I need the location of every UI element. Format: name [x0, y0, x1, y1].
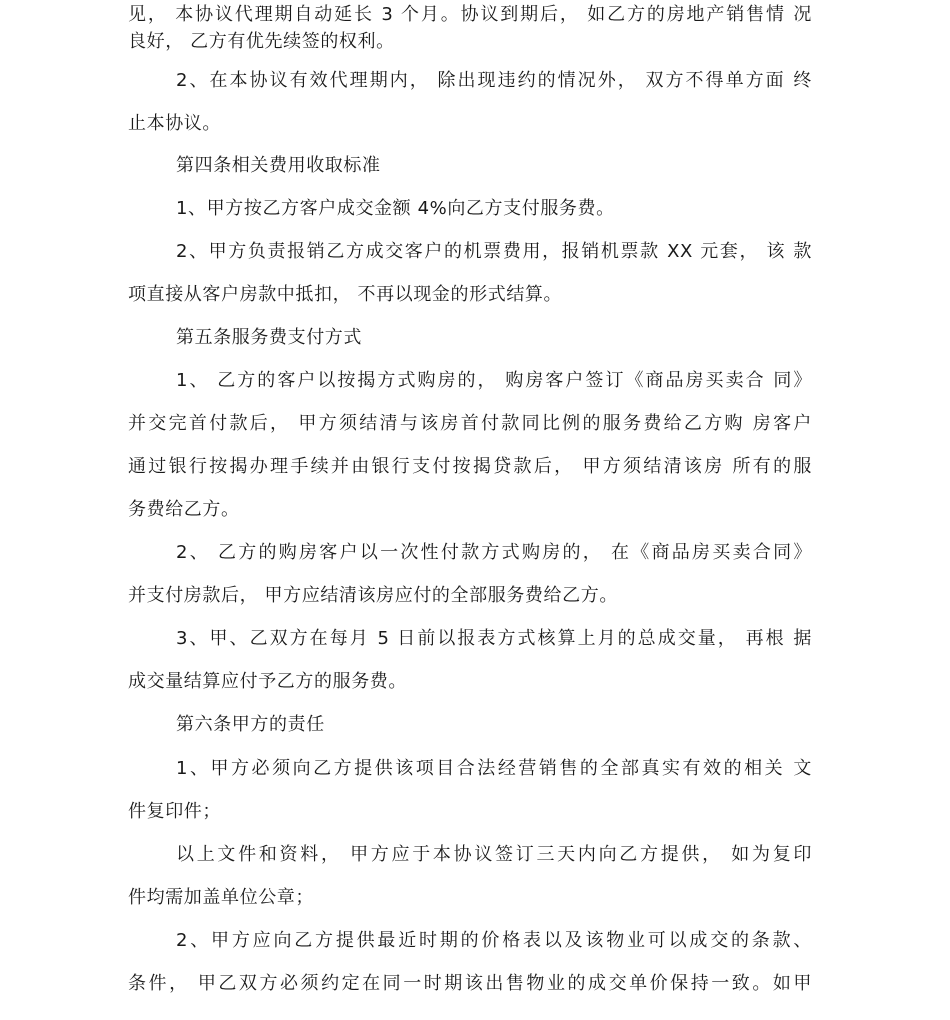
section-heading-6: 第六条甲方的责任: [176, 714, 325, 735]
paragraph-line-20: 件复印件；: [128, 801, 221, 822]
paragraph-line-14: 2、 乙方的购房客户以一次性付款方式购房的， 在《商品房买卖合同》: [176, 542, 812, 563]
paragraph-line-12: 通过银行按揭办理手续并由银行支付按揭贷款后， 甲方须结清该房 所有的服: [128, 456, 812, 477]
paragraph-line-2: 良好， 乙方有优先续签的权利。: [128, 31, 395, 52]
paragraph-line-1: 见， 本协议代理期自动延长 3 个月。协议到期后， 如乙方的房地产销售情 况: [128, 4, 812, 25]
paragraph-line-17: 成交量结算应付予乙方的服务费。: [128, 671, 407, 692]
paragraph-line-11: 并交完首付款后， 甲方须结清与该房首付款同比例的服务费给乙方购 房客户: [128, 413, 812, 434]
paragraph-line-16: 3、甲、乙双方在每月 5 日前以报表方式核算上月的总成交量， 再根 据: [176, 628, 812, 649]
paragraph-line-13: 务费给乙方。: [128, 499, 240, 520]
paragraph-line-22: 件均需加盖单位公章；: [128, 887, 314, 908]
section-heading-4: 第四条相关费用收取标准: [176, 155, 381, 176]
paragraph-line-3: 2、在本协议有效代理期内， 除出现违约的情况外， 双方不得单方面 终: [176, 70, 812, 91]
section-heading-5: 第五条服务费支付方式: [176, 327, 362, 348]
paragraph-line-4: 止本协议。: [128, 113, 221, 134]
paragraph-line-21: 以上文件和资料， 甲方应于本协议签订三天内向乙方提供， 如为复印: [176, 844, 812, 865]
paragraph-line-8: 项直接从客户房款中抵扣， 不再以现金的形式结算。: [128, 284, 563, 305]
paragraph-line-7: 2、甲方负责报销乙方成交客户的机票费用，报销机票款 XX 元套， 该 款: [176, 241, 812, 262]
paragraph-line-23: 2、甲方应向乙方提供最近时期的价格表以及该物业可以成交的条款、: [176, 930, 812, 951]
paragraph-line-19: 1、甲方必须向乙方提供该项目合法经营销售的全部真实有效的相关 文: [176, 758, 812, 779]
paragraph-line-6: 1、甲方按乙方客户成交金额 4%向乙方支付服务费。: [176, 198, 615, 219]
paragraph-line-24: 条件， 甲乙双方必须约定在同一时期该出售物业的成交单价保持一致。如甲: [128, 973, 812, 994]
paragraph-line-15: 并支付房款后， 甲方应结清该房应付的全部服务费给乙方。: [128, 585, 618, 606]
paragraph-line-10: 1、 乙方的客户以按揭方式购房的， 购房客户签订《商品房买卖合 同》: [176, 370, 812, 391]
